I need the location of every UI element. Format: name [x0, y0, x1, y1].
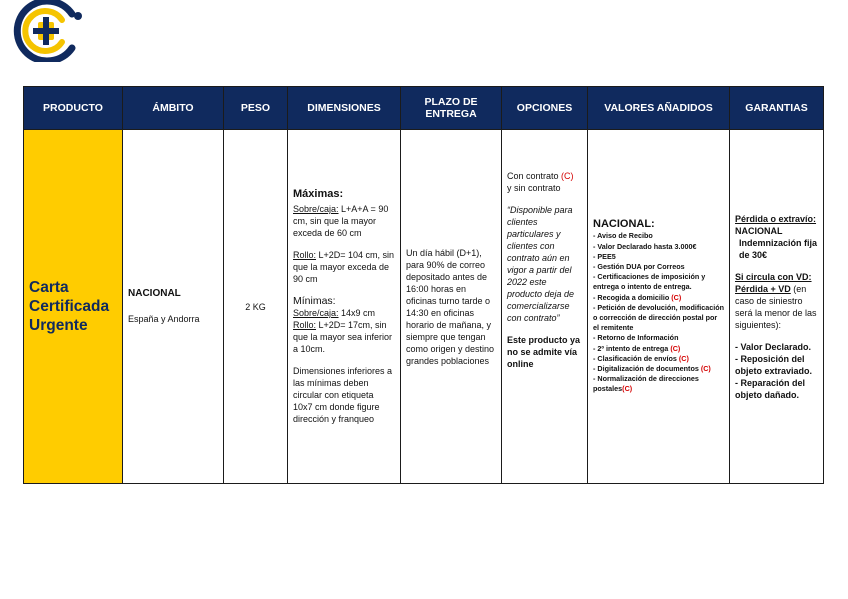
gar-perdida-title: Pérdida o extravío: [735, 213, 817, 224]
list-item: - 2º intento de entrega (C) [593, 343, 681, 353]
dim-min-rollo-text: L+2D= 17cm, sin que la mayor sea inferior a 10cm. [293, 320, 393, 354]
list-item: - Reposición del objeto extraviado. [735, 353, 813, 376]
ambito-title: NACIONAL [128, 288, 181, 299]
table-header-row [24, 87, 824, 130]
dim-sobre-label: Sobre/caja: [293, 204, 339, 214]
gar-nacional: NACIONAL [735, 225, 783, 236]
list-item: - Certificaciones de imposición y entrega o intento de entrega. [593, 272, 706, 292]
list-item: - Valor Declarado hasta 3.000€ [593, 241, 697, 251]
header-plazo: PLAZO DE ENTREGA [401, 87, 502, 130]
opciones-line2: y sin contrato [507, 183, 561, 193]
dim-max-title: Máximas: [293, 188, 344, 200]
header-dimensiones: DIMENSIONES [288, 87, 401, 130]
gar-indemn: Indemnización fija de 30€ [739, 237, 818, 260]
list-item: - Digitalización de documentos (C) [593, 364, 711, 374]
correos-logo-icon [4, 0, 88, 62]
gar-perdida-vd: Pérdida + VD (en caso de siniestro será la menor de las siguientes): [735, 283, 817, 330]
opciones-note: Este producto ya no se admite vía online [507, 335, 581, 369]
dim-max-rollo [293, 250, 394, 284]
header-garantias: GARANTIAS [730, 87, 824, 130]
list-item: - Aviso de Recibo [593, 231, 653, 241]
dim-min-sobre [293, 307, 395, 319]
dim-min-title: Mínimas: [293, 295, 336, 307]
header-peso: PESO [224, 87, 288, 130]
list-item: - Gestión DUA por Correos [593, 261, 685, 271]
ambito-cell [123, 130, 224, 484]
dim-min-rollo-label: Rollo: [293, 320, 317, 330]
header-valores: VALORES AÑADIDOS [588, 87, 730, 130]
product-cell [24, 130, 123, 484]
peso-cell: 2 KG [224, 130, 288, 484]
plazo-cell: Un día hábil (D+1), para 90% de correo depositado antes de 16:00 horas en oficinas turno tarde o 14:30 en oficinas horario de mañana, y siempre que tengan como origen y destino grandes poblaciones [401, 130, 502, 484]
list-item: - Recogida a domicilio (C) [593, 292, 682, 302]
table-row [24, 130, 824, 484]
list-item: - Retorno de Información [593, 333, 679, 343]
garantias-cell [730, 130, 824, 484]
list-item: - Valor Declarado. [735, 341, 812, 352]
dim-rollo-label: Rollo: [293, 250, 317, 260]
product-table [23, 86, 824, 484]
header-ambito: ÁMBITO [123, 87, 224, 130]
header-opciones: OPCIONES [502, 87, 588, 130]
list-item: - Petición de devolución, modificación o corrección de dirección postal por el remitente [593, 302, 724, 333]
dim-min-sobre-label: Sobre/caja: [293, 308, 339, 318]
product-name: Carta Certificada Urgente [29, 279, 110, 334]
valores-cell [588, 130, 730, 484]
opciones-cell [502, 130, 588, 484]
dimensiones-cell [288, 130, 401, 484]
opciones-c-mark: (C) [561, 171, 574, 181]
gar-si-circula: Si circula con VD: [735, 271, 812, 282]
dim-max-sobre [293, 204, 388, 238]
dim-rollo-text: L+2D= 104 cm, sin que la mayor exceda de 90 cm [293, 250, 395, 284]
list-item: - Clasificación de envíos (C) [593, 353, 689, 363]
list-item: - Normalización de direcciones postales(C) [593, 374, 699, 394]
dim-min-rollo [293, 320, 392, 354]
list-item: - Reparación del objeto dañado. [735, 377, 806, 400]
valores-title: NACIONAL: [593, 218, 655, 231]
opciones-line1: Con contrato [507, 171, 562, 181]
dim-sobre-text: L+A+A = 90 cm, sin que la mayor exceda de 60 cm [293, 204, 389, 238]
ambito-sub: España y Andorra [128, 314, 200, 324]
dim-note: Dimensiones inferiores a las mínimas deben circular con etiqueta 10x7 cm donde figure dirección y franqueo [293, 366, 393, 424]
dim-min-sobre-text: 14x9 cm [338, 308, 376, 318]
header-producto: PRODUCTO [24, 87, 123, 130]
list-item: - PEE5 [593, 251, 616, 261]
opciones-quote: “Disponible para clientes particulares y clientes con contrato aún en vigor a partir del 2022 este producto deja de comercializarse con contrato” [507, 205, 575, 323]
